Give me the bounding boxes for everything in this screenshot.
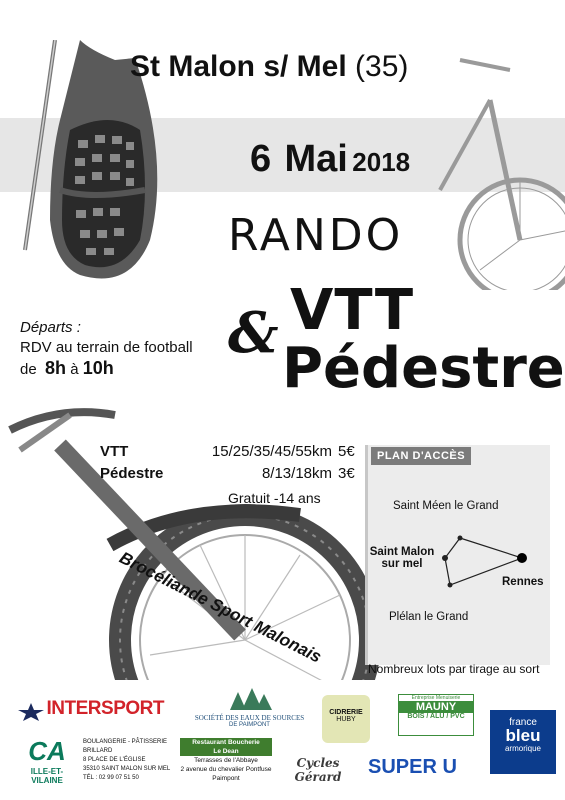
restaurant-line1: Terrasses de l'Abbaye xyxy=(194,757,258,764)
sponsor-boulangerie xyxy=(83,738,175,784)
department-code: (35) xyxy=(355,50,409,83)
end-time: 10h xyxy=(82,358,114,378)
pricing-table xyxy=(100,440,355,506)
event-location xyxy=(130,50,550,84)
credit-agricole-region: ILLE-ET-VILAINE xyxy=(30,767,64,785)
event-title-ampersand: & xyxy=(228,300,279,366)
date-day: 6 xyxy=(250,138,272,180)
restaurant-line2: 2 avenue du chevalier Pontfuse xyxy=(180,766,272,773)
event-date xyxy=(250,138,410,181)
sponsor-cidrerie xyxy=(322,695,370,743)
prize-draw-note: Nombreux lots par tirage au sort xyxy=(368,662,540,676)
sponsor-restaurant-le-dean xyxy=(180,738,272,788)
pricing-price: 5€ xyxy=(338,442,355,460)
trees-icon xyxy=(220,688,280,712)
boulangerie-town: 35310 SAINT MALON SUR MEL xyxy=(83,766,171,772)
sponsor-super-u: SUPER U xyxy=(368,756,457,778)
intersport-wordmark: INTERSPORT xyxy=(46,698,164,719)
menuiserie-name: MAUNY xyxy=(399,701,473,713)
sponsor-france-bleu xyxy=(490,710,556,774)
eaux-sub: DE PAIMPONT xyxy=(229,722,270,728)
meeting-point: RDV au terrain de football xyxy=(20,339,193,356)
access-map-title: PLAN D'ACCÈS xyxy=(371,447,471,465)
menuiserie-top: Entreprise Menuiserie xyxy=(411,695,461,701)
time-mid-word: à xyxy=(70,361,79,378)
restaurant-title: Restaurant Boucherie xyxy=(180,738,272,747)
pricing-distances: 8/13/18km xyxy=(261,464,332,482)
start-time: 8h xyxy=(45,358,67,378)
event-title-rando: RANDO xyxy=(228,210,404,261)
sponsor-menuiserie-mauny xyxy=(398,694,474,736)
credit-agricole-mark: CA xyxy=(28,736,66,766)
pricing-row xyxy=(100,440,355,462)
france-bleu-line3: armorique xyxy=(504,744,541,753)
route-diagram xyxy=(440,530,535,590)
boulangerie-phone: TÉL : 02 99 07 51 50 xyxy=(83,775,139,781)
menuiserie-sub: BOIS / ALU / PVC xyxy=(407,713,465,720)
restaurant-name: Le Dean xyxy=(180,747,272,756)
departure-times xyxy=(20,358,193,380)
town-name: St Malon s/ Mel xyxy=(130,50,347,83)
restaurant-line3: Paimpont xyxy=(212,775,240,782)
map-label-saint-malon-line1: Saint Malon xyxy=(369,546,435,558)
sponsor-eaux-paimpont xyxy=(192,688,307,738)
cidrerie-name: CIDRERIE xyxy=(329,709,363,716)
map-label-saint-malon-line2: sur mel xyxy=(381,558,423,570)
sponsor-intersport xyxy=(18,698,173,726)
france-bleu-line1: france xyxy=(509,717,537,728)
sponsor-credit-agricole xyxy=(16,736,78,784)
pricing-name: VTT xyxy=(100,442,129,460)
france-bleu-line2: bleu xyxy=(505,726,541,745)
event-title-vtt: VTT xyxy=(290,278,415,343)
pricing-name: Pédestre xyxy=(100,464,164,482)
boulangerie-address: 8 PLACE DE L'ÉGLISE xyxy=(83,757,146,763)
free-under-14: Gratuit -14 ans xyxy=(228,490,321,506)
boulangerie-name: BOULANGERIE - PÂTISSERIE BRILLARD xyxy=(83,739,168,754)
departs-label: Départs : xyxy=(20,319,81,336)
map-label-rennes: Rennes xyxy=(502,576,544,588)
pricing-distances: 15/25/35/45/55km xyxy=(211,442,332,460)
date-month: Mai xyxy=(284,138,348,180)
sponsor-cycles-gerard: Cycles Gérard xyxy=(294,756,342,784)
map-label-saint-malon xyxy=(367,546,437,570)
time-from-word: de xyxy=(20,361,37,378)
map-label-plelan: Plélan le Grand xyxy=(389,611,469,623)
intersport-star-icon xyxy=(18,703,44,721)
cidrerie-sub: HUBY xyxy=(336,716,356,723)
pricing-price: 3€ xyxy=(338,464,355,482)
date-year: 2018 xyxy=(352,147,411,177)
organizer-name: Brocéliande Sport Malonais xyxy=(116,548,325,667)
event-title-pedestre: Pédestre xyxy=(282,336,565,401)
pricing-row xyxy=(100,462,355,484)
sponsor-logos xyxy=(0,680,565,800)
departure-info xyxy=(20,318,193,380)
map-label-saint-meen: Saint Méen le Grand xyxy=(393,500,499,512)
eaux-name: SOCIÉTÉ DES EAUX DE SOURCES xyxy=(194,714,305,722)
